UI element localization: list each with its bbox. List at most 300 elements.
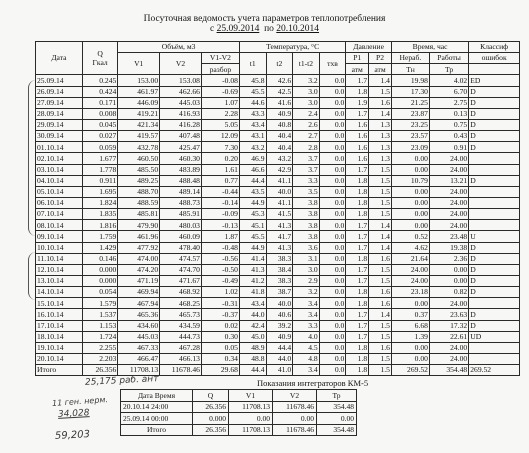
table-cell: 15.10.14 bbox=[36, 298, 83, 309]
table-cell: 460.50 bbox=[118, 153, 160, 164]
table-cell: 3.7 bbox=[293, 153, 320, 164]
table-row bbox=[36, 186, 520, 197]
table-cell: 1.3 bbox=[369, 153, 392, 164]
table-cell: 0.0 bbox=[319, 75, 346, 86]
table-cell bbox=[469, 186, 520, 197]
table-cell bbox=[469, 342, 520, 353]
table-cell: 0.0 bbox=[319, 320, 346, 331]
table-cell: 17.32 bbox=[429, 320, 468, 331]
total-row bbox=[36, 365, 520, 376]
report-period bbox=[0, 24, 529, 35]
table-cell: 0.05 bbox=[201, 342, 239, 353]
table-cell: 0.00 bbox=[391, 353, 429, 364]
table-cell bbox=[469, 164, 520, 175]
col-cls-header: Классиф bbox=[469, 42, 520, 53]
table-cell: 46.9 bbox=[239, 153, 266, 164]
table-cell: 40.4 bbox=[266, 131, 293, 142]
col-p1-unit: атм bbox=[346, 64, 369, 75]
table-cell: 41.3 bbox=[239, 264, 266, 275]
table-cell: 3.5 bbox=[293, 186, 320, 197]
table-cell: 0.00 bbox=[391, 153, 429, 164]
table-cell: 0.0 bbox=[319, 298, 346, 309]
table-cell: 1.39 bbox=[391, 331, 429, 342]
table-cell: 04.10.14 bbox=[36, 175, 83, 186]
table-cell: 0.00 bbox=[391, 186, 429, 197]
table-cell: 416.93 bbox=[160, 108, 202, 119]
table-cell: 1.8 bbox=[346, 298, 369, 309]
table-cell: 7.30 bbox=[201, 142, 239, 153]
table-cell: 1.579 bbox=[82, 298, 117, 309]
table-cell: 23.57 bbox=[391, 131, 429, 142]
table-cell: 0.245 bbox=[82, 75, 117, 86]
table-cell: 41.8 bbox=[239, 287, 266, 298]
col-q-unit: Гкал bbox=[92, 58, 108, 68]
table-cell: 467.28 bbox=[160, 342, 202, 353]
table-cell: 0.0 bbox=[319, 220, 346, 231]
table-cell: 1.4 bbox=[369, 309, 392, 320]
table-cell: -0.37 bbox=[201, 309, 239, 320]
col-cls-empty bbox=[469, 64, 520, 75]
table-cell: 38.3 bbox=[266, 275, 293, 286]
table-cell: 25.09.14 bbox=[36, 75, 83, 86]
table-cell: 18.10.14 bbox=[36, 331, 83, 342]
table-cell: 1.5 bbox=[369, 175, 392, 186]
table-cell: D bbox=[469, 119, 520, 130]
table-cell: 38.4 bbox=[266, 264, 293, 275]
table-cell: 17.10.14 bbox=[36, 320, 83, 331]
header-row-groups bbox=[36, 42, 520, 53]
table-cell: 48.9 bbox=[239, 342, 266, 353]
table-cell: D bbox=[469, 142, 520, 153]
table-cell: 1.5 bbox=[369, 353, 392, 364]
table-row bbox=[36, 220, 520, 231]
table-cell: 21.64 bbox=[391, 253, 429, 264]
total-q: 26.356 bbox=[82, 365, 117, 376]
table-cell: 1.6 bbox=[369, 342, 392, 353]
table-cell: 45.8 bbox=[239, 75, 266, 86]
table-cell: 3.3 bbox=[293, 320, 320, 331]
table-cell: 0.911 bbox=[82, 175, 117, 186]
table-cell: 6.68 bbox=[391, 320, 429, 331]
table-cell: 480.03 bbox=[160, 220, 202, 231]
table-cell: 0.0 bbox=[319, 353, 346, 364]
table-cell: 1.5 bbox=[369, 331, 392, 342]
table-row bbox=[36, 197, 520, 208]
table-cell: 1.4 bbox=[369, 231, 392, 242]
table-cell: 469.94 bbox=[118, 287, 160, 298]
col-cls-sub-header: ошибок bbox=[469, 53, 520, 64]
table-cell: 27.09.14 bbox=[36, 97, 83, 108]
table-cell: 44.4 bbox=[266, 342, 293, 353]
table-cell: 12.09 bbox=[201, 131, 239, 142]
table-cell: 425.47 bbox=[160, 142, 202, 153]
table-cell: 3.8 bbox=[293, 209, 320, 220]
integrators-table bbox=[120, 389, 357, 436]
table-cell: 465.36 bbox=[118, 309, 160, 320]
table-cell: 3.3 bbox=[293, 175, 320, 186]
table-cell: 0.00 bbox=[391, 209, 429, 220]
daily-heat-table bbox=[35, 41, 520, 376]
table-cell: 1.7 bbox=[346, 231, 369, 242]
table-cell: 17.30 bbox=[391, 86, 429, 97]
table-cell: 45.5 bbox=[239, 86, 266, 97]
table-cell: 0.13 bbox=[429, 108, 468, 119]
table-cell: 0.0 bbox=[319, 186, 346, 197]
table-row bbox=[36, 209, 520, 220]
table-cell: 24.00 bbox=[391, 264, 429, 275]
table-row bbox=[36, 264, 520, 275]
table-cell: U bbox=[469, 231, 520, 242]
table-cell: 10.79 bbox=[391, 175, 429, 186]
table-cell: 3.0 bbox=[293, 264, 320, 275]
table-cell: 0.059 bbox=[82, 142, 117, 153]
table-cell: 13.10.14 bbox=[36, 275, 83, 286]
table-cell: 43.2 bbox=[239, 142, 266, 153]
table-cell: 1.7 bbox=[346, 220, 369, 231]
table-cell: 1.5 bbox=[369, 164, 392, 175]
integrators-title: Показания интеграторов КМ-5 bbox=[257, 378, 369, 388]
total-label: Итого bbox=[36, 365, 83, 376]
table-cell: -0.49 bbox=[201, 275, 239, 286]
col-v1v2-header: V1-V2 bbox=[201, 53, 239, 64]
total-p2: 1.5 bbox=[369, 365, 392, 376]
table-cell: 0.146 bbox=[82, 253, 117, 264]
integrators-row bbox=[121, 401, 357, 413]
period-from-date: 25.09.2014 bbox=[216, 24, 260, 34]
table-cell: 48.8 bbox=[239, 353, 266, 364]
table-cell: 21.25 bbox=[391, 97, 429, 108]
table-cell: 1.7 bbox=[346, 331, 369, 342]
table-cell: 39.2 bbox=[266, 320, 293, 331]
table-cell: 446.09 bbox=[118, 97, 160, 108]
table-cell: 468.25 bbox=[160, 298, 202, 309]
table-cell: 4.02 bbox=[429, 75, 468, 86]
table-cell: 13.21 bbox=[429, 175, 468, 186]
total-txv: 0.0 bbox=[319, 365, 346, 376]
table-cell: 434.60 bbox=[118, 320, 160, 331]
table-cell: 461.96 bbox=[118, 231, 160, 242]
col-txv-header: тхв bbox=[319, 53, 346, 75]
table-cell: 0.34 bbox=[201, 353, 239, 364]
table-cell: 0.82 bbox=[429, 287, 468, 298]
table-cell: 24.00 bbox=[391, 275, 429, 286]
table-cell: 419.57 bbox=[118, 131, 160, 142]
table-cell: 1.835 bbox=[82, 209, 117, 220]
table-row bbox=[36, 253, 520, 264]
table-cell: 3.6 bbox=[293, 242, 320, 253]
table-cell: 23.18 bbox=[391, 287, 429, 298]
table-cell: 41.5 bbox=[266, 209, 293, 220]
table-cell: 44.0 bbox=[266, 353, 293, 364]
integrators-total-row bbox=[121, 424, 357, 436]
table-cell: 19.38 bbox=[429, 242, 468, 253]
table-cell: 0.0 bbox=[319, 242, 346, 253]
table-cell: 41.3 bbox=[266, 220, 293, 231]
table-cell: 465.73 bbox=[160, 309, 202, 320]
table-cell: D bbox=[469, 242, 520, 253]
table-cell: 1.61 bbox=[201, 164, 239, 175]
table-cell: 0.0 bbox=[319, 287, 346, 298]
table-cell: 41.4 bbox=[239, 253, 266, 264]
table-cell: 40.9 bbox=[266, 108, 293, 119]
integ-cell: 25.09.14 00:00 bbox=[121, 413, 193, 425]
table-cell: 488.48 bbox=[160, 175, 202, 186]
table-cell: 1.3 bbox=[369, 142, 392, 153]
integ-cell: 11708.13 bbox=[229, 401, 273, 413]
integ-cell: 354.48 bbox=[317, 401, 357, 413]
table-cell: 1.8 bbox=[346, 287, 369, 298]
table-cell: 153.08 bbox=[160, 75, 202, 86]
table-cell: 2.28 bbox=[201, 108, 239, 119]
table-cell: 1.7 bbox=[346, 309, 369, 320]
table-cell: 1.677 bbox=[82, 153, 117, 164]
table-cell: 42.6 bbox=[266, 75, 293, 86]
table-cell: 0.20 bbox=[201, 153, 239, 164]
table-cell: D bbox=[469, 175, 520, 186]
integ-total-cell: 11678.46 bbox=[273, 424, 317, 436]
table-cell: 23.09 bbox=[391, 142, 429, 153]
table-cell: 0.00 bbox=[391, 220, 429, 231]
table-cell: 28.09.14 bbox=[36, 108, 83, 119]
table-cell: 1.7 bbox=[346, 164, 369, 175]
table-cell: 44.9 bbox=[239, 242, 266, 253]
table-cell: D bbox=[469, 86, 520, 97]
temperature-group-header: Температура, °C bbox=[239, 42, 345, 53]
col-q-label: Q bbox=[97, 48, 103, 58]
table-cell: 02.10.14 bbox=[36, 153, 83, 164]
table-cell bbox=[469, 209, 520, 220]
table-cell: 46.6 bbox=[239, 164, 266, 175]
table-cell: 11.10.14 bbox=[36, 253, 83, 264]
col-tr-sub-header: Тр bbox=[429, 64, 468, 75]
table-cell: D bbox=[469, 287, 520, 298]
table-row bbox=[36, 175, 520, 186]
table-cell: 1.7 bbox=[346, 242, 369, 253]
table-cell: 40.8 bbox=[266, 119, 293, 130]
table-cell: 1.5 bbox=[369, 320, 392, 331]
integ-cell: 0.00 bbox=[229, 413, 273, 425]
table-cell: 40.9 bbox=[266, 331, 293, 342]
table-cell: 1.3 bbox=[369, 119, 392, 130]
table-cell: 3.8 bbox=[293, 220, 320, 231]
table-cell: 42.5 bbox=[266, 86, 293, 97]
table-cell: 2.255 bbox=[82, 342, 117, 353]
table-cell: 0.00 bbox=[391, 342, 429, 353]
table-cell: 467.94 bbox=[118, 298, 160, 309]
table-cell: 474.20 bbox=[118, 264, 160, 275]
table-cell: 1.07 bbox=[201, 97, 239, 108]
table-cell: 153.00 bbox=[118, 75, 160, 86]
table-cell: -0.08 bbox=[201, 75, 239, 86]
table-cell: 14.10.14 bbox=[36, 287, 83, 298]
table-cell: 1.5 bbox=[369, 209, 392, 220]
table-cell: 460.30 bbox=[160, 153, 202, 164]
table-cell: 0.0 bbox=[319, 331, 346, 342]
table-cell: 489.25 bbox=[118, 175, 160, 186]
total-p1: 1.8 bbox=[346, 365, 369, 376]
table-cell: 1.537 bbox=[82, 309, 117, 320]
table-cell: 0.77 bbox=[201, 175, 239, 186]
table-cell: 471.67 bbox=[160, 275, 202, 286]
table-cell: 421.34 bbox=[118, 119, 160, 130]
col-p1-header: P1 bbox=[346, 53, 369, 64]
col-date-header: Дата bbox=[36, 42, 83, 75]
table-cell: 1.778 bbox=[82, 164, 117, 175]
integ-cell: 20.10.14 24:00 bbox=[121, 401, 193, 413]
table-cell: 1.4 bbox=[369, 220, 392, 231]
table-cell: 16.10.14 bbox=[36, 309, 83, 320]
table-cell: 09.10.14 bbox=[36, 231, 83, 242]
table-cell: 0.000 bbox=[82, 264, 117, 275]
table-cell: 19.98 bbox=[391, 75, 429, 86]
table-cell: 44.4 bbox=[239, 175, 266, 186]
table-cell: 41.7 bbox=[266, 231, 293, 242]
integrators-header-row bbox=[121, 390, 357, 402]
table-cell: 478.40 bbox=[160, 242, 202, 253]
col-p2-header: P2 bbox=[369, 53, 392, 64]
table-cell: 0.027 bbox=[82, 131, 117, 142]
col-t1t2-header: t1-t2 bbox=[293, 53, 320, 75]
table-cell: 0.424 bbox=[82, 86, 117, 97]
table-cell: 3.8 bbox=[293, 231, 320, 242]
table-row bbox=[36, 342, 520, 353]
table-cell: 38.3 bbox=[266, 253, 293, 264]
col-t1-header: t1 bbox=[239, 53, 266, 75]
table-cell: 467.33 bbox=[118, 342, 160, 353]
table-cell: 1.153 bbox=[82, 320, 117, 331]
integ-total-cell: 354.48 bbox=[317, 424, 357, 436]
table-cell: 1.6 bbox=[346, 153, 369, 164]
table-cell: 0.75 bbox=[429, 119, 468, 130]
table-cell: 2.7 bbox=[293, 131, 320, 142]
col-v1-header: V1 bbox=[118, 53, 160, 75]
table-cell: 01.10.14 bbox=[36, 142, 83, 153]
table-cell: 0.30 bbox=[201, 331, 239, 342]
table-cell: 1.8 bbox=[346, 86, 369, 97]
table-cell: 432.78 bbox=[118, 142, 160, 153]
table-cell: 24.00 bbox=[429, 186, 468, 197]
table-cell: 24.00 bbox=[429, 197, 468, 208]
table-cell: D bbox=[469, 320, 520, 331]
integ-total-cell: 11708.13 bbox=[229, 424, 273, 436]
table-cell: 0.008 bbox=[82, 108, 117, 119]
table-cell: 1.6 bbox=[369, 253, 392, 264]
table-row bbox=[36, 331, 520, 342]
table-cell: 0.0 bbox=[319, 175, 346, 186]
total-t1t2: 3.4 bbox=[293, 365, 320, 376]
table-cell: D bbox=[469, 97, 520, 108]
table-cell: 3.2 bbox=[293, 75, 320, 86]
table-cell: 6.70 bbox=[429, 86, 468, 97]
table-cell: 41.3 bbox=[266, 242, 293, 253]
table-cell: 0.91 bbox=[429, 142, 468, 153]
table-cell bbox=[469, 298, 520, 309]
table-cell: 24.00 bbox=[429, 164, 468, 175]
table-cell: 1.6 bbox=[346, 119, 369, 130]
table-cell: 1.6 bbox=[369, 298, 392, 309]
table-row bbox=[36, 275, 520, 286]
table-cell: 24.00 bbox=[429, 353, 468, 364]
table-cell: 23.63 bbox=[429, 309, 468, 320]
total-v2: 11678.46 bbox=[160, 365, 202, 376]
table-cell: D bbox=[469, 309, 520, 320]
table-cell: 1.5 bbox=[369, 86, 392, 97]
integ-col-datetime: Дата Время bbox=[121, 390, 193, 402]
table-row bbox=[36, 75, 520, 86]
table-cell: 1.5 bbox=[369, 197, 392, 208]
table-cell: 42.4 bbox=[239, 320, 266, 331]
table-cell: D bbox=[469, 131, 520, 142]
table-cell: 41.1 bbox=[266, 197, 293, 208]
table-cell: 3.4 bbox=[293, 298, 320, 309]
table-cell: 05.10.14 bbox=[36, 186, 83, 197]
report-title: Посуточная ведомость учета параметров теплопотребления bbox=[143, 14, 386, 24]
table-cell bbox=[469, 197, 520, 208]
table-cell: 0.00 bbox=[391, 298, 429, 309]
table-cell: 45.3 bbox=[239, 209, 266, 220]
table-row bbox=[36, 320, 520, 331]
table-cell: 1.87 bbox=[201, 231, 239, 242]
table-cell: 485.81 bbox=[118, 209, 160, 220]
table-cell: 1.7 bbox=[346, 320, 369, 331]
table-cell: 468.92 bbox=[160, 287, 202, 298]
total-t2: 41.0 bbox=[266, 365, 293, 376]
table-cell: 29.09.14 bbox=[36, 119, 83, 130]
table-cell: 0.0 bbox=[319, 131, 346, 142]
table-cell: 0.0 bbox=[319, 153, 346, 164]
period-from-label: с bbox=[209, 24, 215, 34]
table-cell: 40.0 bbox=[266, 298, 293, 309]
table-cell: 1.816 bbox=[82, 220, 117, 231]
table-cell: 3.0 bbox=[293, 86, 320, 97]
col-t2-header: t2 bbox=[266, 53, 293, 75]
table-cell: 43.3 bbox=[239, 108, 266, 119]
table-cell: 1.6 bbox=[369, 287, 392, 298]
table-cell: 4.5 bbox=[293, 342, 320, 353]
table-cell: 1.724 bbox=[82, 331, 117, 342]
handwritten-note-days: 25,175 раб. ант bbox=[84, 374, 159, 388]
table-row bbox=[36, 287, 520, 298]
period-to-label: по bbox=[264, 24, 274, 34]
handwritten-note-sum: 59,203 bbox=[54, 429, 91, 442]
table-cell: ED bbox=[469, 75, 520, 86]
pressure-group-header: Давление bbox=[346, 42, 392, 53]
table-cell: 0.00 bbox=[429, 275, 468, 286]
table-cell: 24.00 bbox=[429, 153, 468, 164]
table-cell: 485.91 bbox=[160, 209, 202, 220]
table-cell: 0.0 bbox=[319, 142, 346, 153]
table-cell bbox=[469, 220, 520, 231]
table-cell: -0.69 bbox=[201, 86, 239, 97]
table-cell: 1.759 bbox=[82, 231, 117, 242]
table-row bbox=[36, 164, 520, 175]
table-cell: 466.47 bbox=[118, 353, 160, 364]
table-cell: 444.73 bbox=[160, 331, 202, 342]
table-cell: 1.429 bbox=[82, 242, 117, 253]
table-cell: 3.7 bbox=[293, 164, 320, 175]
table-cell: 2.4 bbox=[293, 108, 320, 119]
table-cell: UD bbox=[469, 331, 520, 342]
table-cell: 0.054 bbox=[82, 287, 117, 298]
table-cell: 38.7 bbox=[266, 287, 293, 298]
total-tn: 269.52 bbox=[391, 365, 429, 376]
integ-cell: 26.356 bbox=[193, 401, 229, 413]
table-cell: 23.87 bbox=[391, 108, 429, 119]
table-cell: 0.0 bbox=[319, 119, 346, 130]
table-cell: 1.6 bbox=[369, 97, 392, 108]
table-cell: 0.00 bbox=[391, 197, 429, 208]
table-row bbox=[36, 108, 520, 119]
